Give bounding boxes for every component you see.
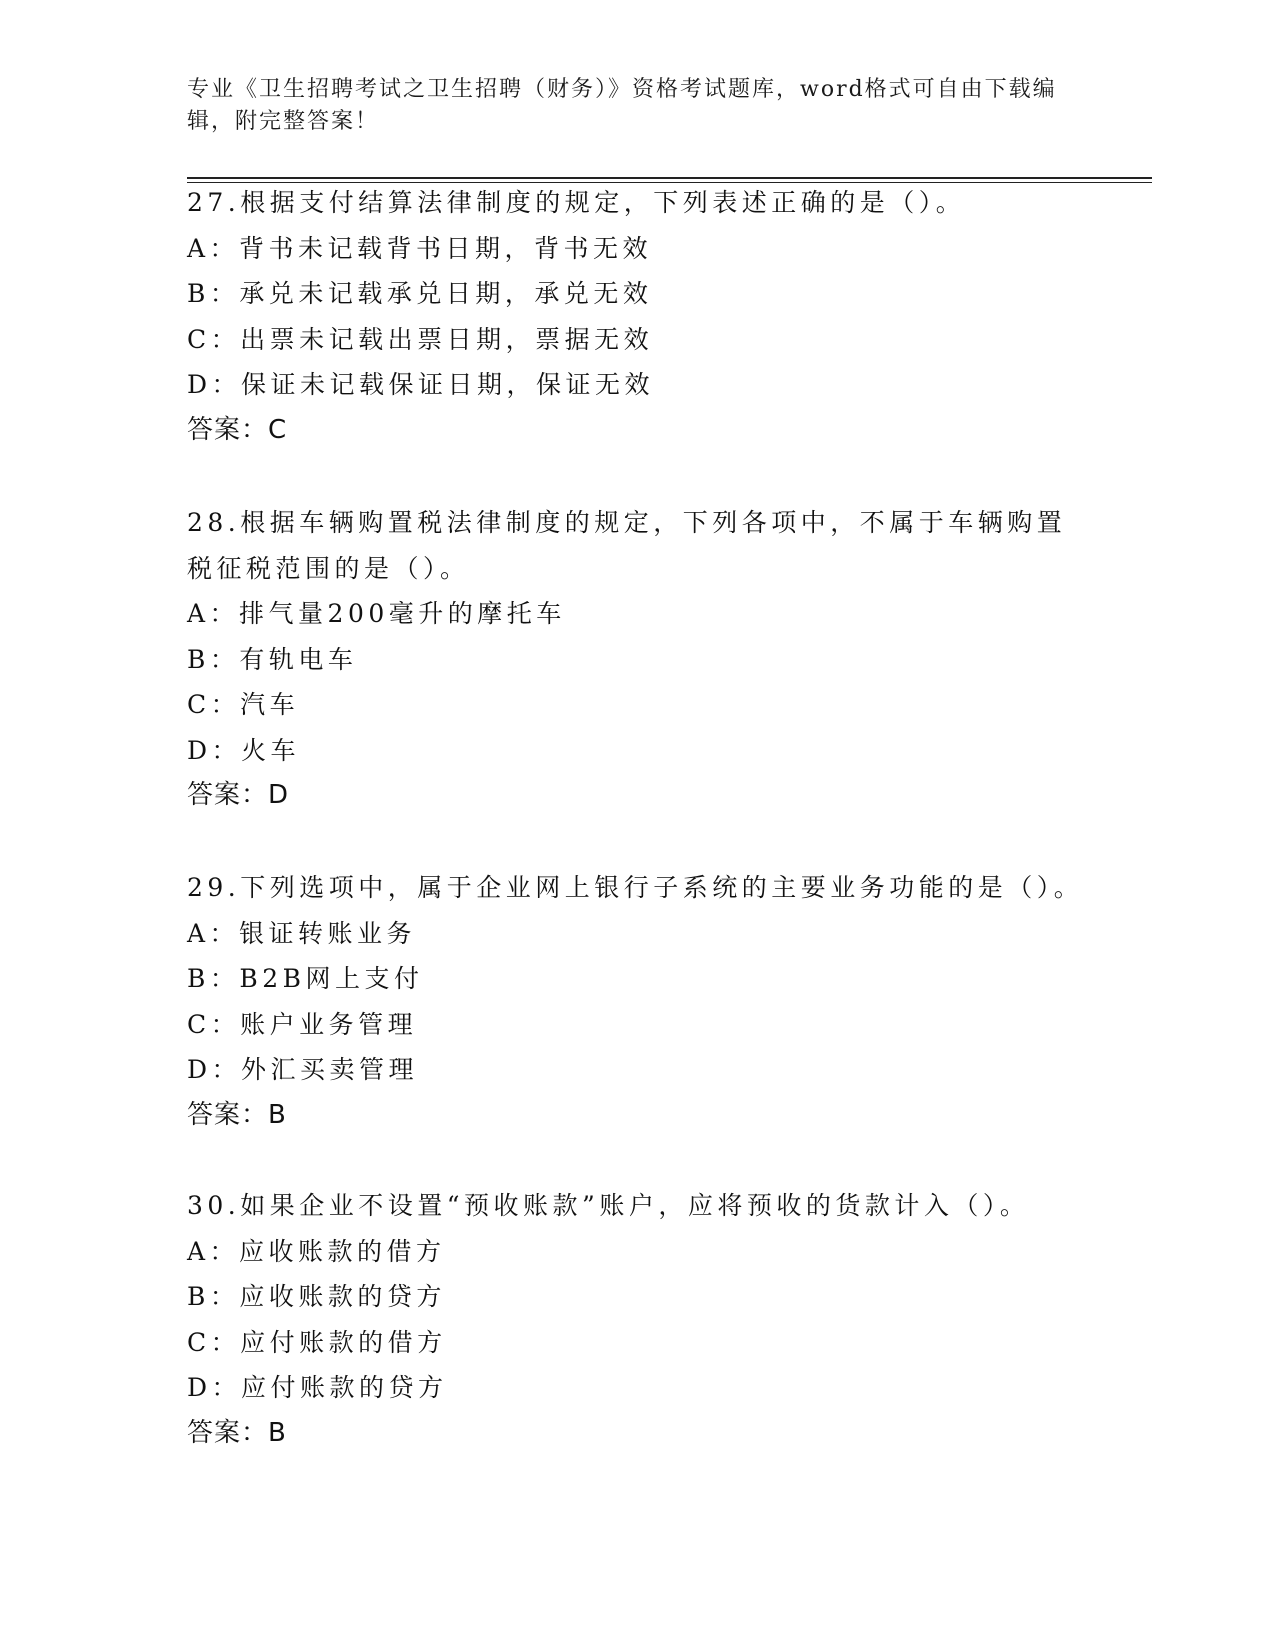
question-28 — [187, 500, 1087, 819]
option-a: A：银证转账业务 — [187, 918, 417, 948]
question-stem: 30.如果企业不设置“预收账款”账户，应将预收的货款计入（）。 — [187, 1191, 1030, 1220]
option-d: D：火车 — [187, 735, 301, 765]
option-b: B：承兑未记载承兑日期，承兑无效 — [187, 279, 653, 308]
answer: 答案：C — [187, 414, 288, 445]
header-divider-thick — [187, 177, 1152, 179]
option-c: C：出票未记载出票日期，票据无效 — [187, 324, 654, 354]
question-27 — [187, 180, 1087, 453]
question-stem: 27.根据支付结算法律制度的规定，下列表述正确的是（）。 — [187, 188, 966, 217]
option-b: B：B2B网上支付 — [187, 964, 424, 993]
option-b: B：有轨电车 — [187, 644, 358, 674]
option-d: D：外汇买卖管理 — [187, 1055, 419, 1084]
question-29 — [187, 865, 1087, 1138]
answer: 答案：D — [187, 780, 290, 810]
option-c: C：账户业务管理 — [187, 1009, 418, 1039]
question-stem: 29.下列选项中，属于企业网上银行子系统的主要业务功能的是（）。 — [187, 873, 1084, 902]
answer: 答案：B — [187, 1099, 287, 1130]
option-d: D：保证未记载保证日期，保证无效 — [187, 370, 655, 399]
question-30 — [187, 1183, 1087, 1456]
option-c: C：汽车 — [187, 690, 300, 719]
option-b: B：应收账款的贷方 — [187, 1282, 446, 1311]
option-d: D：应付账款的贷方 — [187, 1373, 448, 1402]
option-a: A：排气量200毫升的摩托车 — [187, 599, 566, 628]
document-header: 专业《卫生招聘考试之卫生招聘（财务）》资格考试题库，word格式可自由下载编辑，附完整答案！ — [187, 77, 1057, 134]
question-stem: 28.根据车辆购置税法律制度的规定，下列各项中，不属于车辆购置税征税范围的是（）。 — [187, 508, 1067, 583]
option-c: C：应付账款的借方 — [187, 1327, 447, 1357]
answer: 答案：B — [187, 1417, 287, 1448]
option-a: A：背书未记载背书日期，背书无效 — [187, 233, 653, 263]
option-a: A：应收账款的借方 — [187, 1236, 446, 1266]
